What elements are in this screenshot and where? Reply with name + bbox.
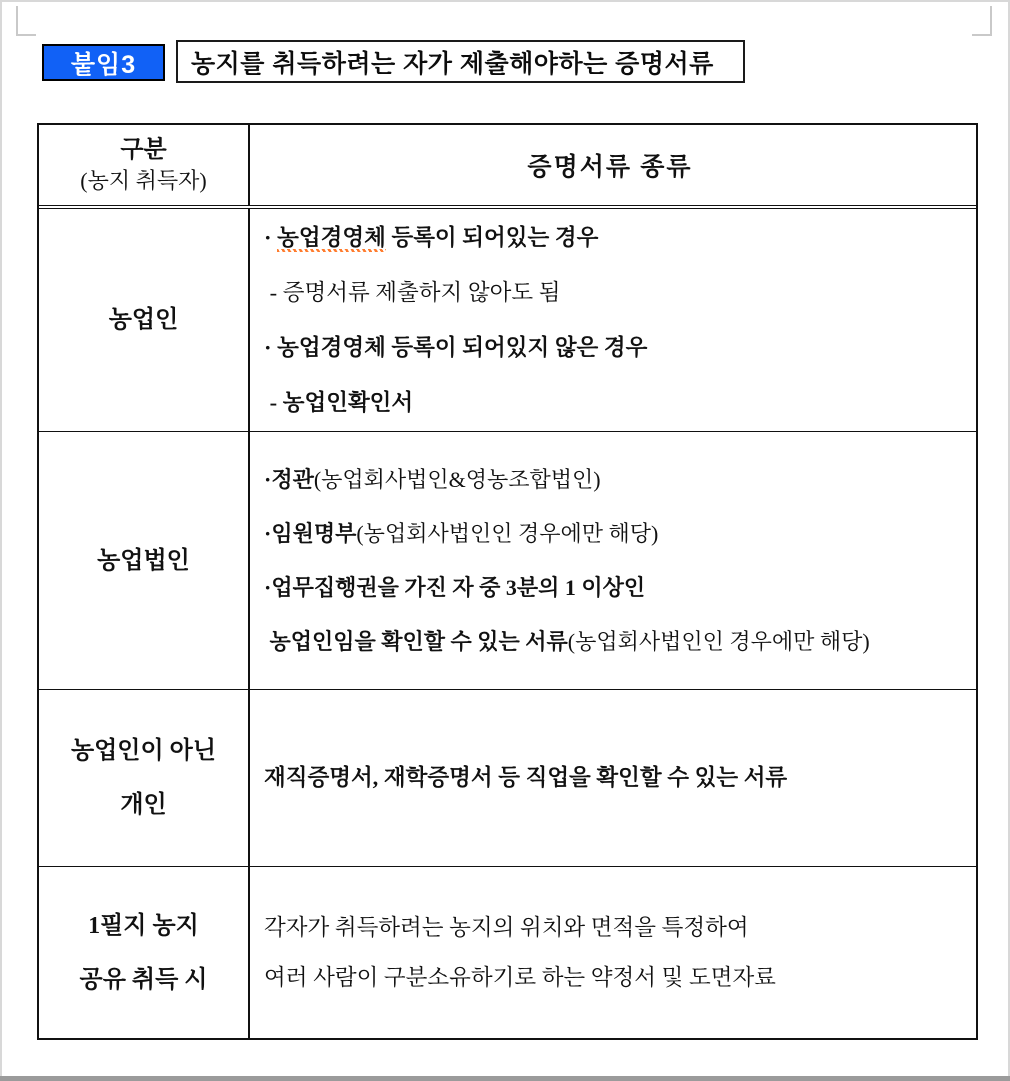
content-cell bbox=[250, 690, 976, 866]
content-cell bbox=[250, 209, 976, 431]
line-text: · bbox=[264, 225, 278, 250]
category-cell bbox=[39, 867, 250, 1038]
category-label: 1필지 농지 bbox=[88, 912, 199, 939]
category-label: 공유 취득 시 bbox=[79, 966, 208, 993]
content-line bbox=[264, 265, 970, 320]
document-title: 농지를 취득하려는 자가 제출해야하는 증명서류 bbox=[176, 40, 745, 83]
category-cell bbox=[39, 690, 250, 866]
category-label: 농업법인 bbox=[97, 547, 190, 574]
content-line bbox=[264, 953, 970, 1003]
table-row-non-farmer-individual bbox=[39, 689, 976, 866]
line-text: (농업회사법인&영농조합법인) bbox=[313, 466, 601, 492]
spell-underlined-text: 농업경영체 bbox=[277, 225, 386, 250]
line-text: 등록이 되어있는 경우 bbox=[385, 225, 599, 250]
page-corner-mark-left bbox=[16, 6, 36, 36]
table-row-shared-parcel-acquisition bbox=[39, 866, 976, 1038]
line-text: (농업회사법인인 경우에만 해당) bbox=[356, 520, 659, 546]
content-cell bbox=[250, 432, 976, 689]
content-line bbox=[264, 210, 970, 265]
line-text: 각자가 취득하려는 농지의 위치와 면적을 특정하여 bbox=[264, 914, 749, 940]
line-text: (농업회사법인인 경우에만 해당) bbox=[567, 628, 870, 654]
col-header-category-subtitle: (농지 취득자) bbox=[80, 168, 207, 193]
content-line bbox=[264, 751, 970, 805]
window-frame-bottom bbox=[0, 1076, 1010, 1081]
content-line bbox=[264, 453, 970, 507]
category-cell bbox=[39, 209, 250, 431]
category-label: 개인 bbox=[120, 792, 167, 818]
line-text: · 농업경영체 등록이 되어있지 않은 경우 bbox=[264, 335, 648, 360]
window-frame-left bbox=[0, 0, 2, 1081]
table-row-agricultural-corporation bbox=[39, 431, 976, 689]
window-frame-top bbox=[0, 0, 1010, 2]
col-header-category bbox=[39, 125, 250, 205]
table-header-row bbox=[39, 125, 976, 209]
category-cell bbox=[39, 432, 250, 689]
attachment-badge: 붙임3 bbox=[42, 44, 165, 81]
content-line bbox=[264, 375, 970, 430]
requirements-table bbox=[37, 123, 978, 1040]
col-header-documents bbox=[250, 125, 976, 205]
line-text: ·임원명부 bbox=[264, 520, 357, 546]
line-text: 재직증명서, 재학증명서 등 직업을 확인할 수 있는 서류 bbox=[264, 765, 788, 790]
line-text: ·정관 bbox=[264, 466, 314, 492]
col-header-documents-title: 증명서류 종류 bbox=[527, 154, 693, 181]
line-text: ·업무집행권을 가진 자 중 3분의 1 이상인 bbox=[264, 574, 646, 600]
col-header-category-title: 구분 bbox=[120, 137, 167, 163]
content-line bbox=[264, 507, 970, 561]
category-label: 농업인 bbox=[108, 307, 179, 333]
content-cell bbox=[250, 867, 976, 1038]
line-text: 농업인임을 확인할 수 있는 서류 bbox=[264, 628, 568, 654]
content-line bbox=[264, 561, 970, 615]
category-label: 농업인이 아닌 bbox=[70, 738, 217, 764]
content-line bbox=[264, 320, 970, 375]
line-text: - 증명서류 제출하지 않아도 됨 bbox=[264, 280, 561, 305]
content-line bbox=[264, 903, 970, 953]
page-corner-mark-right bbox=[972, 6, 992, 36]
content-line bbox=[264, 615, 970, 669]
table-row-farmer bbox=[39, 209, 976, 431]
line-text: - 농업인확인서 bbox=[264, 390, 414, 415]
line-text: 여러 사람이 구분소유하기로 하는 약정서 및 도면자료 bbox=[264, 964, 776, 990]
